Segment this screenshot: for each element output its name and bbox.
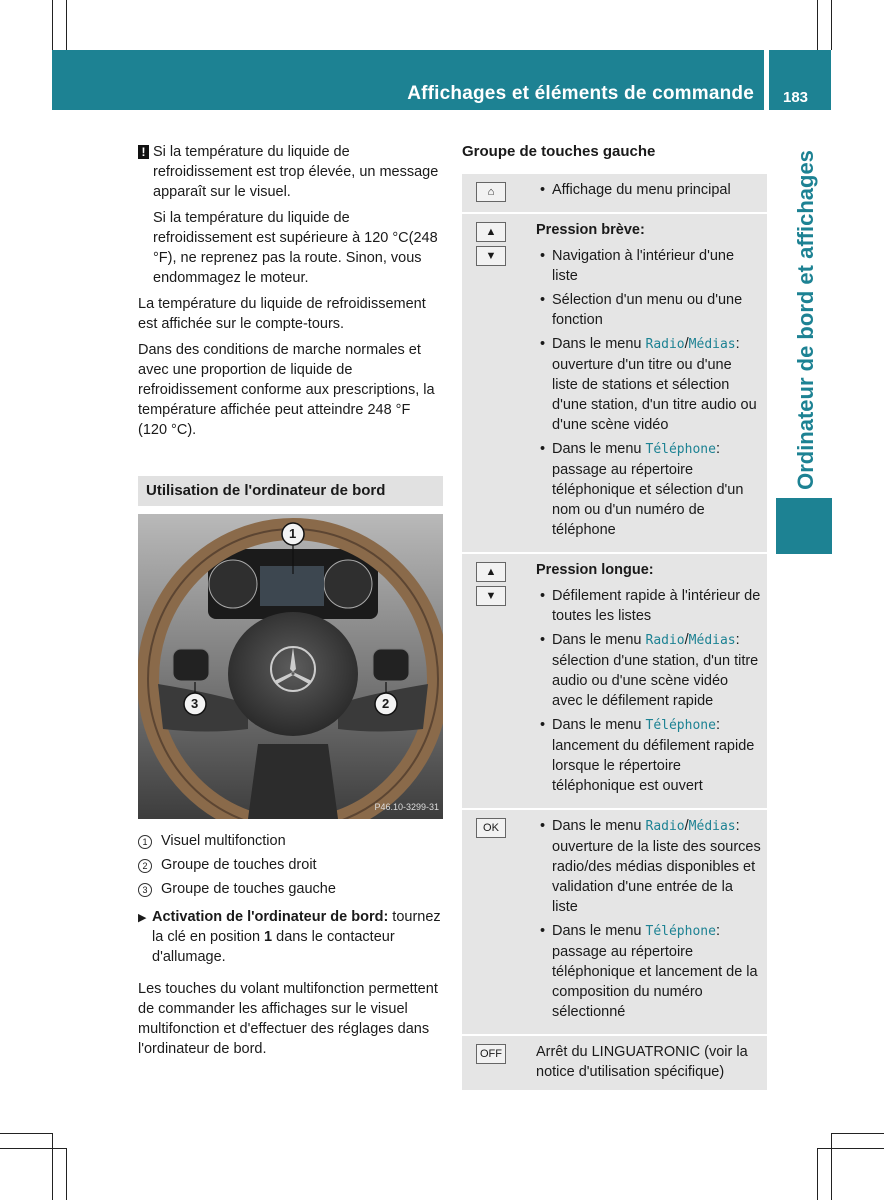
description-cell <box>526 1036 767 1090</box>
warning-paragraph <box>138 142 443 202</box>
page-number: 183 <box>783 89 809 106</box>
bullet-text: : sélection d'une station, d'un titre audio ou d'une scène vidéo avec le défilement rapide <box>552 632 759 709</box>
right-column <box>462 142 767 1092</box>
key-cell <box>462 810 526 1034</box>
legend-number: 3 <box>138 883 152 897</box>
bullet-text: Affichage du menu principal <box>552 182 731 198</box>
crop-mark <box>66 0 67 50</box>
bullet-text: Navigation à l'intérieur d'une liste <box>552 248 735 284</box>
legend-item <box>138 855 443 875</box>
side-tab <box>776 150 836 490</box>
side-block <box>776 498 832 554</box>
key-button-icon: ⌂ <box>476 182 506 202</box>
bullet-text: / <box>684 818 689 834</box>
legend-item <box>138 879 443 899</box>
key-table <box>462 172 767 1092</box>
bullet-text: Dans le menu <box>552 923 646 939</box>
bullet-text: Sélection d'un menu ou d'une fonction <box>552 292 743 328</box>
crop-mark <box>831 1133 832 1200</box>
legend-text: Groupe de touches gauche <box>161 881 336 897</box>
bullet-text: Radio <box>645 633 685 648</box>
table-row <box>462 554 767 808</box>
legend-number: 1 <box>138 835 152 849</box>
bullet-text: Médias <box>688 633 736 648</box>
crop-mark <box>817 1148 884 1149</box>
bullet-text: Téléphone <box>645 718 716 733</box>
row-title: Pression brève: <box>536 222 645 238</box>
figure-legend <box>138 831 443 899</box>
paragraph: La température du liquide de refroidissement est affichée sur le compte-tours. <box>138 296 426 332</box>
crop-mark <box>52 1133 53 1200</box>
warning-icon: ! <box>138 145 149 159</box>
bullet-item <box>536 586 761 626</box>
bullet-text: : ouverture de la liste des sources radio/des médias disponibles et validation d'une entrée de la liste <box>552 818 761 915</box>
key-button-icon: OFF <box>476 1044 506 1064</box>
bullet-text: Dans le menu <box>552 818 646 834</box>
left-column <box>138 142 443 1065</box>
legend-text: Visuel multifonction <box>161 833 286 849</box>
bullet-text: Dans le menu <box>552 717 646 733</box>
bullet-text: Dans le menu <box>552 336 646 352</box>
bullet-text: Téléphone <box>645 924 716 939</box>
legend-number: 2 <box>138 859 152 873</box>
bullet-text: Radio <box>645 819 685 834</box>
bullet-text: Médias <box>688 819 736 834</box>
bullet-text: Médias <box>688 337 736 352</box>
crop-mark <box>817 1148 818 1200</box>
bullet-text: / <box>684 632 689 648</box>
callout-2: 2 <box>382 696 390 711</box>
action-step <box>138 907 443 967</box>
bullet-text: : passage au répertoire téléphonique et sélection d'un nom ou d'un numéro de téléphone <box>552 441 744 538</box>
action-arrow-icon: ▶ <box>138 912 147 924</box>
bullet-item <box>536 715 761 796</box>
bullet-item <box>536 334 761 435</box>
row-title: Pression longue: <box>536 562 654 578</box>
figure-code: P46.10-3299-31 <box>374 802 439 812</box>
action-text: Activation de l'ordinateur de bord: tournez la clé en position 1 dans le contacteur d'allumage. <box>152 909 441 965</box>
bullet-item <box>536 816 761 917</box>
bullet-item <box>536 630 761 711</box>
key-cell <box>462 1036 526 1090</box>
bullet-text: : lancement du défilement rapide lorsque le répertoire téléphonique est ouvert <box>552 717 755 794</box>
crop-mark <box>0 1133 52 1134</box>
bullet-text: : ouverture d'un titre ou d'une liste de stations et sélection d'une station, d'un titre audio ou d'une scène vidéo <box>552 336 757 433</box>
bullet-text: Dans le menu <box>552 632 646 648</box>
bullet-item <box>536 180 761 200</box>
crop-mark <box>831 0 832 50</box>
section-heading: Utilisation de l'ordinateur de bord <box>138 476 443 506</box>
side-tab-label: Ordinateur de bord et affichages <box>793 150 818 490</box>
bullet-item <box>536 921 761 1022</box>
description-cell <box>526 214 767 552</box>
steering-wheel-figure <box>138 514 443 819</box>
crop-mark <box>831 1133 884 1134</box>
key-cell <box>462 214 526 552</box>
legend-text: Groupe de touches droit <box>161 857 317 873</box>
bullet-text: / <box>684 336 689 352</box>
description-cell <box>526 554 767 808</box>
key-cell <box>462 554 526 808</box>
crop-mark <box>0 1148 66 1149</box>
page-title: Affichages et éléments de commande <box>407 83 754 104</box>
crop-mark <box>817 0 818 50</box>
description-cell <box>526 810 767 1034</box>
legend-item <box>138 831 443 851</box>
paragraph: Les touches du volant multifonction permettent de commander les affichages sur le visuel multifonction et d'effectuer des réglages dans l'ordinateur de bord. <box>138 981 438 1057</box>
callout-1: 1 <box>289 526 297 541</box>
bullet-text: : passage au répertoire téléphonique et lancement de la composition du numéro sélectionné <box>552 923 758 1020</box>
key-button-icon: OK <box>476 818 506 838</box>
page-number-box <box>769 50 831 110</box>
bullet-text: Téléphone <box>645 442 716 457</box>
steering-wheel-illustration <box>138 514 443 819</box>
table-row <box>462 810 767 1034</box>
key-button-icon: ▼ <box>476 586 506 606</box>
table-row <box>462 214 767 552</box>
description-cell <box>526 174 767 212</box>
warning-text-1: Si la température du liquide de refroidissement est trop élevée, un message apparaît sur le visuel. <box>153 144 439 200</box>
table-heading: Groupe de touches gauche <box>462 143 656 160</box>
callout-3: 3 <box>191 696 199 711</box>
bullet-item <box>536 439 761 540</box>
crop-mark <box>66 1148 67 1200</box>
warning-text-2: Si la température du liquide de refroidissement est supérieure à 120 °C(248 °F), ne reprenez pas la route. Sinon, vous endommagez le moteur. <box>153 210 438 286</box>
paragraph: Dans des conditions de marche normales et avec une proportion de liquide de refroidissement conforme aux prescriptions, la température affichée peut atteindre 248 °F (120 °C). <box>138 342 435 438</box>
key-button-icon: ▲ <box>476 562 506 582</box>
bullet-item <box>536 246 761 286</box>
bullet-text: Dans le menu <box>552 441 646 457</box>
bullet-text: Défilement rapide à l'intérieur de toutes les listes <box>552 588 761 624</box>
key-button-icon: ▲ <box>476 222 506 242</box>
crop-mark <box>52 0 53 50</box>
bullet-text: Radio <box>645 337 685 352</box>
table-row <box>462 174 767 212</box>
bullet-item <box>536 290 761 330</box>
row-text: Arrêt du LINGUATRONIC (voir la notice d'utilisation spécifique) <box>536 1044 748 1080</box>
header-band <box>52 50 764 110</box>
key-cell <box>462 174 526 212</box>
key-button-icon: ▼ <box>476 246 506 266</box>
table-row <box>462 1036 767 1090</box>
